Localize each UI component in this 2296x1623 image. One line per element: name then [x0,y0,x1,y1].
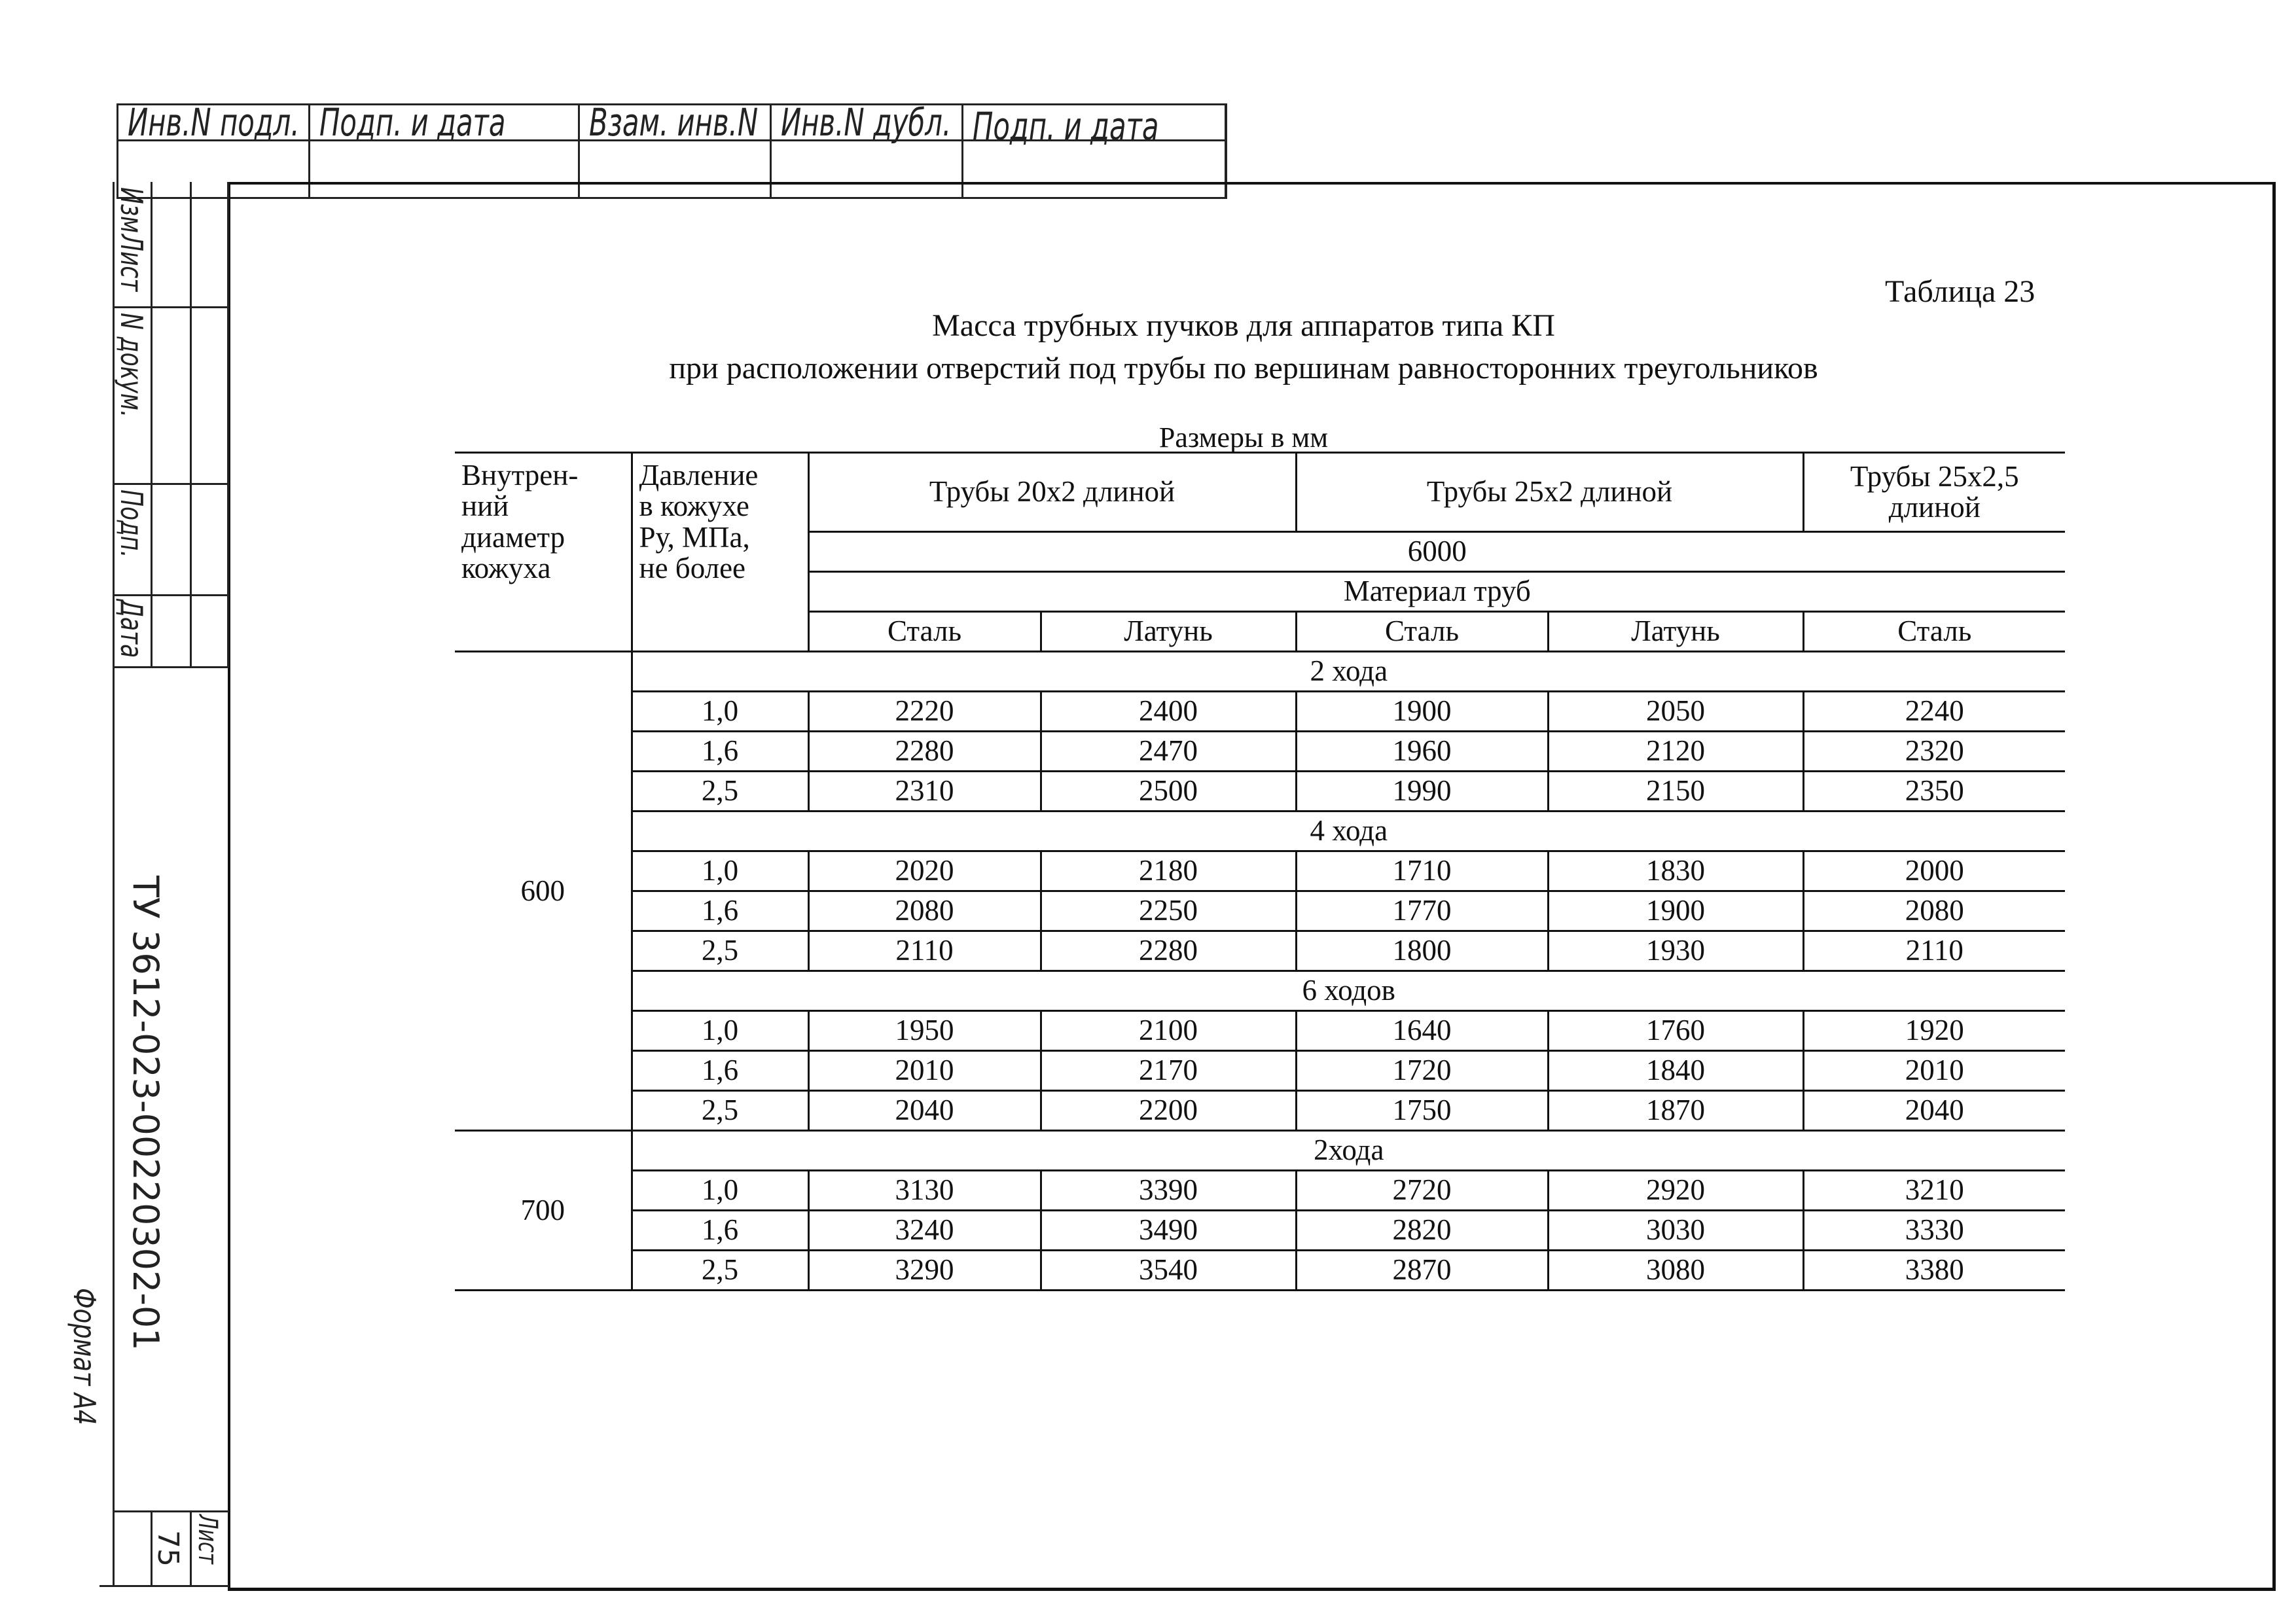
table-row [455,1091,2065,1131]
header-diameter [455,453,632,652]
table-row [455,1171,2065,1211]
mass-value-cell: 1950 [808,1011,1041,1051]
pressure-cell: 1,0 [632,851,808,891]
mass-value-cell: 2080 [1803,891,2065,931]
mass-value-cell: 2170 [1041,1051,1296,1091]
pressure-cell: 2,5 [632,772,808,812]
table-number: Таблица 23 [1885,274,2036,309]
mass-value-cell: 2350 [1803,772,2065,812]
mass-table [455,452,2065,1291]
stamp-label-vzam-inv: Взам. инв.N [589,100,759,145]
header-tubes-25x25-line: длиной [1888,491,1981,524]
mass-value-cell: 2320 [1803,732,2065,772]
mass-value-cell: 2280 [808,732,1041,772]
document-code: ТУ 3612-023-00220302-01 [125,876,166,1351]
mass-value-cell: 2720 [1296,1171,1548,1211]
header-pressure-line: в кожухе [639,490,749,523]
left-stamp-strip [67,182,229,1585]
mass-value-cell: 3290 [808,1251,1041,1291]
table-title-line2: при расположении отверстий под трубы по вершинам равносторонних треугольников [669,351,1818,385]
mass-value-cell: 2250 [1041,891,1296,931]
group-row [455,652,2065,692]
table-row [455,772,2065,812]
stamp-label-izm: Изм [114,187,149,234]
pressure-cell: 1,6 [632,1051,808,1091]
mass-value-cell: 2220 [808,692,1041,732]
mass-value-cell: 2100 [1041,1011,1296,1051]
table-title-line1: Масса трубных пучков для аппаратов типа КП [932,308,1555,343]
header-pressure-line: Ру, МПа, [639,520,750,554]
mass-value-cell: 1640 [1296,1011,1548,1051]
header-pressure [632,453,808,652]
mass-value-cell: 1960 [1296,732,1548,772]
group-title: 2 хода [632,652,2065,692]
pressure-cell: 2,5 [632,1251,808,1291]
header-tubes-25x25 [1803,453,2065,532]
mass-value-cell: 3390 [1041,1171,1296,1211]
mass-value-cell: 2500 [1041,772,1296,812]
sheet-label: Лист [192,1514,223,1565]
table-row [455,1251,2065,1291]
stamp-label-podp-data-1: Подп. и дата [319,100,506,145]
mass-value-cell: 1830 [1548,851,1803,891]
mass-value-cell: 2040 [808,1091,1041,1131]
group-row [455,971,2065,1011]
header-length: 6000 [808,532,2065,572]
mass-value-cell: 3080 [1548,1251,1803,1291]
pressure-cell: 1,0 [632,1171,808,1211]
mass-value-cell: 2820 [1296,1211,1548,1251]
mass-value-cell: 1800 [1296,931,1548,971]
header-diameter-line: Внутрен- [461,459,579,491]
header-tubes-25x2: Трубы 25х2 длиной [1296,453,1803,532]
mass-value-cell: 3490 [1041,1211,1296,1251]
pressure-cell: 1,6 [632,1211,808,1251]
mass-value-cell: 2870 [1296,1251,1548,1291]
table-row [455,1011,2065,1051]
mass-value-cell: 2400 [1041,692,1296,732]
pressure-cell: 2,5 [632,931,808,971]
mass-value-cell: 1710 [1296,851,1548,891]
mass-value-cell: 2920 [1548,1171,1803,1211]
header-diameter-line: кожуха [461,551,551,584]
mass-value-cell: 2000 [1803,851,2065,891]
stamp-label-podp: Подп. [114,490,149,558]
header-material: Латунь [1548,612,1803,652]
mass-value-cell: 1840 [1548,1051,1803,1091]
header-row-1 [455,453,2065,532]
mass-value-cell: 1930 [1548,931,1803,971]
group-title: 6 ходов [632,971,2065,1011]
mass-value-cell: 2010 [1803,1051,2065,1091]
pressure-cell: 1,0 [632,1011,808,1051]
header-tubes-20x2: Трубы 20х2 длиной [808,453,1296,532]
mass-value-cell: 1770 [1296,891,1548,931]
mass-value-cell: 2040 [1803,1091,2065,1131]
table-row [455,851,2065,891]
mass-value-cell: 3330 [1803,1211,2065,1251]
mass-value-cell: 1900 [1548,891,1803,931]
table-row [455,891,2065,931]
group-row [455,1131,2065,1171]
mass-value-cell: 2150 [1548,772,1803,812]
mass-value-cell: 1900 [1296,692,1548,732]
group-title: 2хода [632,1131,2065,1171]
stamp-label-podp-data-2: Подп. и дата [973,104,1159,149]
mass-value-cell: 3130 [808,1171,1041,1211]
diameter-cell: 700 [455,1131,632,1291]
header-material: Сталь [1296,612,1548,652]
header-pressure-line: не более [639,551,746,584]
mass-value-cell: 1870 [1548,1091,1803,1131]
header-diameter-line: диаметр [461,520,565,554]
header-material: Сталь [1803,612,2065,652]
mass-value-cell: 1920 [1803,1011,2065,1051]
header-diameter-line: ний [461,490,509,523]
table-row [455,692,2065,732]
mass-value-cell: 1750 [1296,1091,1548,1131]
mass-value-cell: 3380 [1803,1251,2065,1291]
mass-value-cell: 2120 [1548,732,1803,772]
stamp-label-inv-podl: Инв.N подл. [128,100,300,145]
stamp-label-list: Лист [114,234,149,292]
group-title: 4 хода [632,812,2065,851]
stamp-label-n-dokum: N докум. [114,313,149,418]
mass-value-cell: 1720 [1296,1051,1548,1091]
group-row [455,812,2065,851]
mass-value-cell: 1990 [1296,772,1548,812]
mass-value-cell: 2180 [1041,851,1296,891]
header-material-group: Материал труб [808,572,2065,612]
sheet-number: 75 [151,1530,185,1567]
header-material: Латунь [1041,612,1296,652]
header-pressure-line: Давление [639,459,759,491]
table-row [455,1211,2065,1251]
mass-value-cell: 3030 [1548,1211,1803,1251]
stamp-label-inv-dubl: Инв.N дубл. [781,100,952,145]
units-note: Размеры в мм [1158,421,1329,454]
mass-value-cell: 2010 [808,1051,1041,1091]
mass-value-cell: 2020 [808,851,1041,891]
pressure-cell: 1,0 [632,692,808,732]
table-row [455,732,2065,772]
header-tubes-25x25-line: Трубы 25х2,5 [1850,459,2019,493]
mass-value-cell: 2310 [808,772,1041,812]
mass-value-cell: 3540 [1041,1251,1296,1291]
mass-value-cell: 2280 [1041,931,1296,971]
mass-value-cell: 3240 [808,1211,1041,1251]
table-row [455,931,2065,971]
mass-value-cell: 2110 [1803,931,2065,971]
header-material: Сталь [808,612,1041,652]
stamp-label-data: Дата [114,599,149,658]
mass-table-body [455,453,2065,1291]
pressure-cell: 1,6 [632,732,808,772]
mass-value-cell: 1760 [1548,1011,1803,1051]
diameter-cell: 600 [455,652,632,1131]
mass-value-cell: 2470 [1041,732,1296,772]
table-row [455,1051,2065,1091]
pressure-cell: 1,6 [632,891,808,931]
format-label: Формат А4 [67,1288,102,1425]
mass-value-cell: 2240 [1803,692,2065,732]
mass-value-cell: 2200 [1041,1091,1296,1131]
mass-value-cell: 2080 [808,891,1041,931]
pressure-cell: 2,5 [632,1091,808,1131]
mass-value-cell: 2050 [1548,692,1803,732]
mass-value-cell: 2110 [808,931,1041,971]
mass-value-cell: 3210 [1803,1171,2065,1211]
